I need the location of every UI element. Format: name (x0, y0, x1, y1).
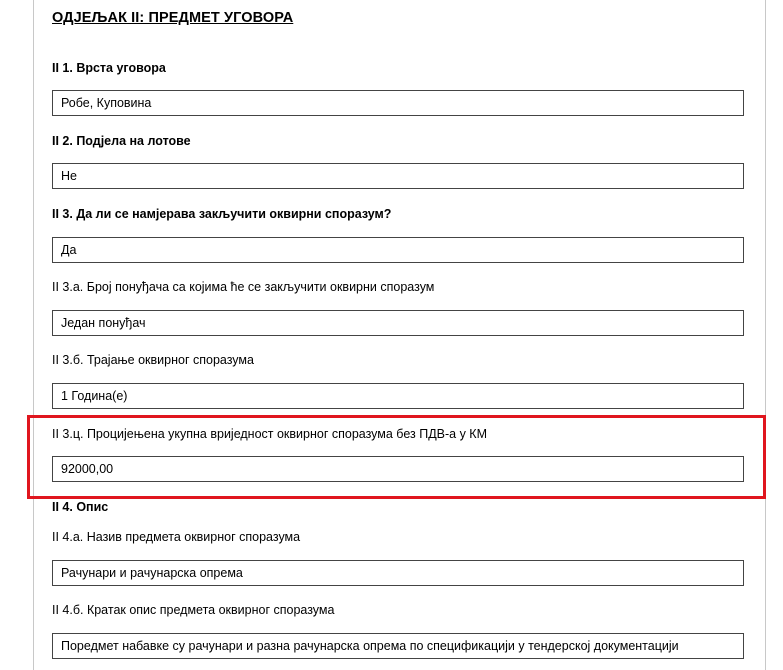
framework-agreement-field: Да (52, 237, 744, 263)
agreement-subject-name-field: Рачунари и рачунарска опрема (52, 560, 744, 586)
contract-type-field: Робе, Куповина (52, 90, 744, 116)
estimated-value-field: 92000,00 (52, 456, 744, 482)
agreement-subject-name-label: II 4.а. Назив предмета оквирног споразума (52, 530, 301, 544)
estimated-value-label: II 3.ц. Процијењена укупна вриједност оквирног споразума без ПДВ-а у КМ (52, 427, 488, 441)
page-left-border (33, 0, 34, 670)
description-label: II 4. Опис (52, 500, 109, 514)
lots-division-label: II 2. Подјела на лотове (52, 134, 191, 148)
agreement-duration-label: II 3.б. Трајање оквирног споразума (52, 353, 254, 367)
agreement-duration-field: 1 Година(е) (52, 383, 744, 409)
bidders-count-label: II 3.а. Број понуђача са којима ће се закључити оквирни споразум (52, 280, 435, 294)
section-title: ОДЈЕЉАК II: ПРЕДМЕТ УГОВОРА (52, 10, 294, 26)
bidders-count-field: Један понуђач (52, 310, 744, 336)
contract-type-label: II 1. Врста уговора (52, 61, 166, 75)
framework-agreement-label: II 3. Да ли се намјерава закључити оквирни споразум? (52, 207, 392, 221)
page-right-border (765, 0, 766, 670)
lots-division-field: Не (52, 163, 744, 189)
agreement-short-description-field: Поредмет набавке су рачунари и разна рачунарска опрема по спецификацији у тендерској документацији (52, 633, 744, 659)
agreement-short-description-label: II 4.б. Кратак опис предмета оквирног споразума (52, 603, 335, 617)
